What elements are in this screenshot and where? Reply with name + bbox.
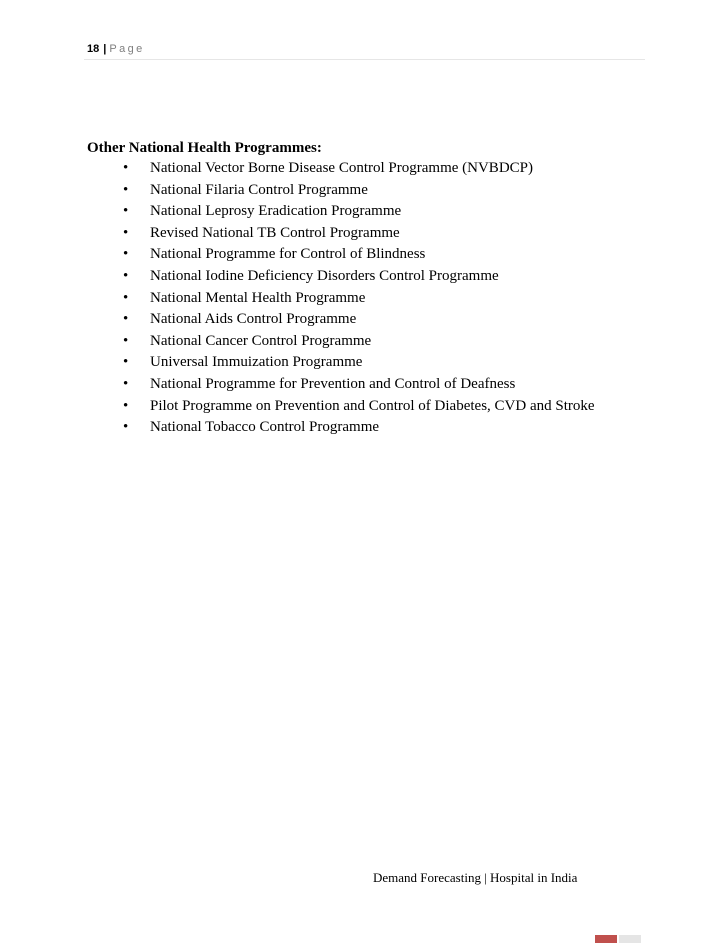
bullet-icon: • — [123, 203, 129, 220]
page-header — [87, 42, 145, 56]
programme-label: National Programme for Control of Blindness — [150, 246, 426, 263]
bullet-icon: • — [123, 419, 129, 436]
bullet-icon: • — [123, 267, 129, 284]
programme-label: National Programme for Prevention and Control of Deafness — [150, 375, 516, 392]
bullet-icon: • — [123, 289, 129, 306]
bullet-icon: • — [123, 246, 129, 263]
programme-label: National Tobacco Control Programme — [150, 419, 380, 436]
programme-label: Pilot Programme on Prevention and Control of Diabetes, CVD and Stroke — [150, 397, 595, 414]
programme-label: National Filaria Control Programme — [150, 181, 368, 198]
programme-label: Universal Immuization Programme — [150, 354, 363, 371]
section-heading: Other National Health Programmes: — [87, 140, 322, 156]
programme-label: National Aids Control Programme — [150, 311, 357, 328]
bullet-icon: • — [123, 354, 129, 371]
page-separator: | — [103, 43, 107, 55]
programme-label: National Leprosy Eradication Programme — [150, 203, 402, 220]
programme-label: National Iodine Deficiency Disorders Control Programme — [150, 267, 499, 284]
bullet-icon: • — [123, 181, 129, 198]
footer-text: Demand Forecasting | Hospital in India — [373, 870, 578, 885]
programme-label: National Vector Borne Disease Control Programme (NVBDCP) — [150, 160, 533, 176]
bullet-icon: • — [123, 397, 129, 414]
programme-label: National Mental Health Programme — [150, 289, 366, 306]
bullet-icon: • — [123, 311, 129, 328]
bullet-icon: • — [123, 375, 129, 392]
footer-accent-red — [595, 935, 617, 943]
page-number: 18 — [87, 43, 100, 55]
footer-accent-gray — [619, 935, 641, 943]
bullet-icon: • — [123, 160, 129, 176]
page-word: Page — [109, 43, 145, 55]
bullet-icon: • — [123, 332, 129, 349]
programme-label: National Cancer Control Programme — [150, 332, 372, 349]
programme-label: Revised National TB Control Programme — [150, 224, 400, 241]
header-divider — [84, 59, 645, 60]
bullet-icon: • — [123, 224, 129, 241]
